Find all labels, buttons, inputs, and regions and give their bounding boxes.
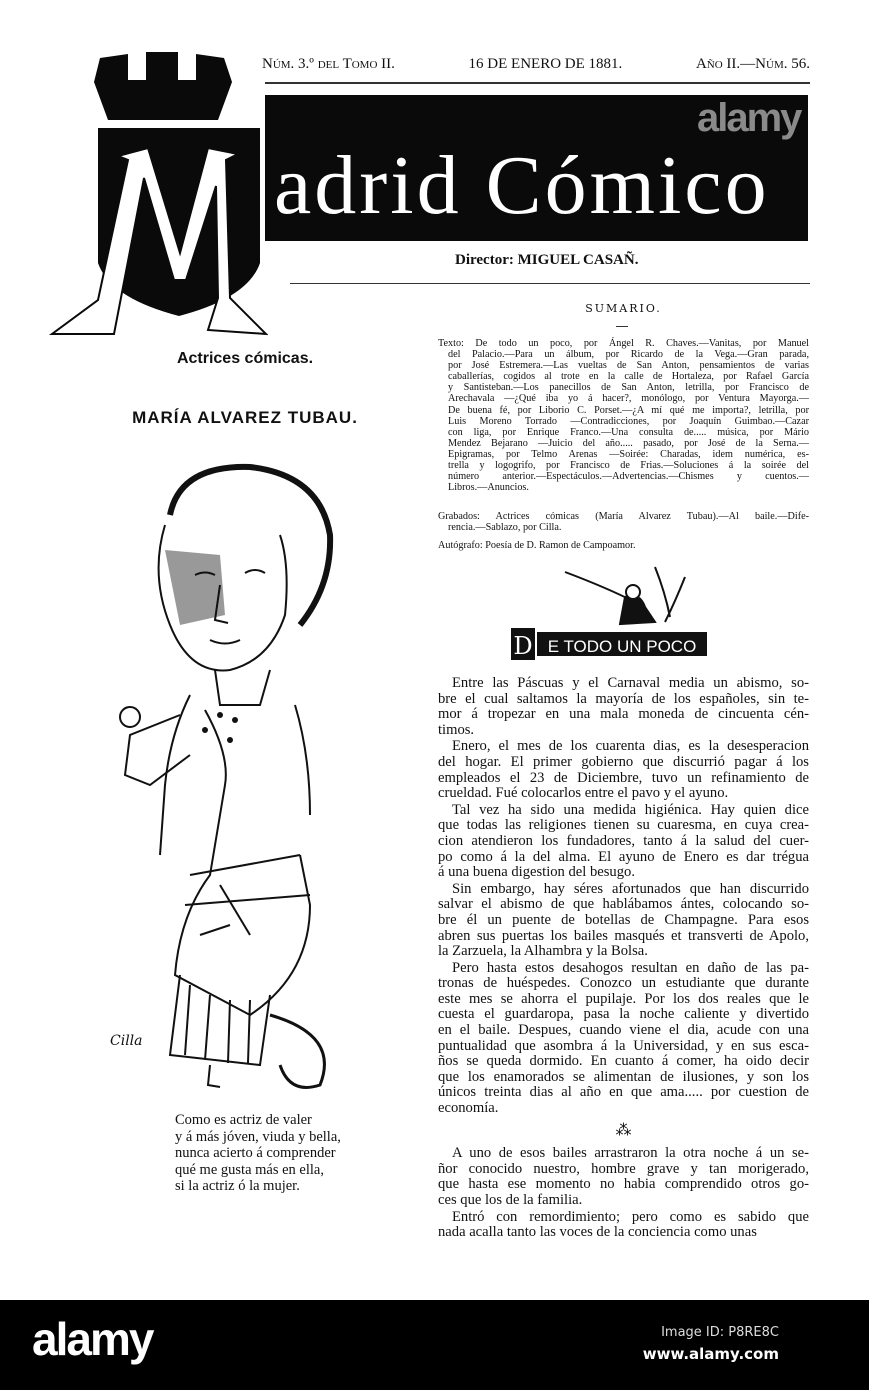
newspaper-title: adrid Cómico — [274, 139, 770, 232]
paragraph — [438, 676, 809, 738]
text-line: únicos treinta dias al año en que ama..... por cuestion de — [438, 1084, 809, 1101]
actress-name: MARÍA ALVAREZ TUBAU. — [132, 408, 358, 427]
text-line: Sin embargo, hay séres afortunados que han discurrido — [452, 880, 809, 897]
text-line: bre el cual saltamos la mayoría de los españoles, sin te- — [438, 690, 809, 707]
svg-text:D: D — [513, 632, 533, 660]
caption-verse — [175, 1112, 341, 1195]
text-line: Libros.—Anuncios. — [448, 482, 529, 494]
text-line: caballerías, cogidos al trote en la calle de Hortaleza, por Rafael García — [448, 371, 809, 383]
verse-line: si la actriz ó la mujer. — [175, 1178, 300, 1194]
sumario-title: SUMARIO. — [585, 302, 662, 315]
text-line: que todas las religiones tienen su cuaresma, en cuya crea- — [438, 817, 809, 834]
issue-volume: Núm. 3.º del Tomo II. — [262, 56, 395, 72]
text-line: cuesta el guardaropa, pasa la noche caliente y divertido — [438, 1006, 809, 1023]
section-subtitle: Actrices cómicas. — [176, 350, 314, 367]
text-line: Texto: De todo un poco, por Ángel R. Chaves.—Vanitas, por Manuel — [438, 338, 809, 349]
autografo-line: Autógrafo: Poesía de D. Ramon de Campoamor. — [438, 540, 636, 551]
text-line: Mendez Bejarano —Juicio del año..... pasado, por José de la Serna.— — [448, 437, 809, 449]
verse-line: Como es actriz de valer — [175, 1112, 312, 1128]
paragraph — [438, 1146, 809, 1208]
text-line: del hogar. El primer gobierno que discurrió pagar á los — [438, 753, 809, 770]
text-line: Enero, el mes de los cuarenta dias, es la desesperacion — [452, 738, 809, 755]
verse-line: qué me gusta más en ella, — [175, 1161, 324, 1178]
text-line: De buena fé, por Liborio C. Porset.—¿A mí qué me importa?, letrilla, por — [448, 404, 809, 416]
text-line: timos. — [438, 721, 475, 738]
text-line: que los enamorados se alimentan de ilusiones, y son los — [438, 1068, 809, 1085]
article-heading: E TODO UN POCO — [547, 637, 697, 656]
text-line: la Zarzuela, la Alhambra y la Bolsa. — [438, 943, 648, 960]
text-line: empleados el 23 de Diciembre, tuvo un refinamiento de — [438, 769, 809, 786]
text-line: abren sus puertas los bailes masqués et transverti de Apolo, — [438, 927, 809, 944]
watermark-logo: alamy — [697, 96, 801, 140]
text-line: tronas de huéspedes. Conozco un estudiante que durante — [438, 975, 809, 992]
text-line: Epigramas, por Telmo Arenas —Soirée: Charadas, idem numérica, es- — [448, 448, 809, 460]
text-line: mor á tropezar en una mala moneda de cincuenta cén- — [438, 706, 809, 723]
text-line: con liga, por Enrique Franco.—Una consulta de..... música, por Mário — [448, 426, 809, 438]
asterism: ⁂ — [615, 1121, 632, 1139]
text-line: á una buena digestion del besugo. — [438, 864, 635, 881]
text-line: ces que los de la familia. — [438, 1192, 583, 1208]
text-line: en el baile. Despues, cuando viene el dia, acude con una — [438, 1022, 809, 1039]
sumario-grabados — [438, 511, 809, 533]
text-line: que hasta ese momento no habia comprendido otros go- — [438, 1176, 809, 1193]
crest-logo-m — [48, 48, 268, 338]
text-line: bre él un puente de botellas de Champagne. Para esos — [438, 911, 809, 928]
masthead-rule — [290, 283, 810, 284]
text-line: Pero hasta estos desahogos resultan en daño de las pa- — [452, 959, 809, 976]
text-line: este mes se ahorra el pupilaje. Por los dos reales que le — [438, 990, 809, 1007]
crown-icon — [94, 52, 232, 120]
issue-date: 16 DE ENERO DE 1881. — [468, 56, 623, 72]
image-id: Image ID: P8RE8C — [661, 1325, 779, 1340]
text-line: ñor conocido nuestro, hombre grave y tan morigerado, — [438, 1160, 809, 1177]
sumario-rule — [616, 326, 628, 327]
paragraph — [438, 739, 809, 801]
text-line: Tal vez ha sido una medida higiénica. Hay quien dice — [452, 801, 809, 818]
text-line: Entró con remordimiento; pero como es sabido que — [452, 1208, 809, 1225]
text-line: trella y logogrifo, por Francisco de Frias.—Soluciones á la soirée del — [448, 460, 809, 472]
text-line: rencia.—Sablazo, por Cilla. — [448, 522, 562, 534]
article-body — [438, 676, 809, 1242]
watermark-url: www.alamy.com — [642, 1345, 779, 1363]
text-line: ños se queda dormido. En cuanto á comer, ha oido decir — [438, 1053, 809, 1070]
paragraph — [438, 961, 809, 1117]
paragraph — [438, 803, 809, 881]
verse-line: y á más jóven, viuda y bella, — [175, 1128, 341, 1145]
text-line: salvar el abismo de que hablábamos ántes, colocando so- — [438, 896, 809, 913]
issue-number: Año II.—Núm. 56. — [695, 56, 810, 72]
issue-header — [262, 56, 810, 73]
text-line: crueldad. Fué colocarlos entre el pavo y el ayuno. — [438, 785, 729, 802]
text-line: Grabados: Actrices cómicas (María Alvarez Tubau).—Al baile.—Dife- — [438, 511, 809, 522]
director-line: Director: MIGUEL CASAÑ. — [455, 252, 639, 268]
article-heading-illustration — [505, 562, 715, 662]
text-line: Luis Moreno Torrado —Contradicciones, por Joaquín Guimbao.—Cazar — [448, 415, 809, 427]
text-line: nada acalla tanto las voces de la conciencia como unas — [438, 1224, 757, 1241]
text-line: y Santisteban.—Los panecillos de San Anton, letrilla, por Francisco de — [448, 382, 809, 394]
text-line: del Palacio.—Para un álbum, por Ricardo de la Vega.—Gran parada, — [448, 349, 809, 361]
text-line: A uno de esos bailes arrastraron la otra noche á un se- — [452, 1145, 809, 1162]
sumario-autografo — [438, 540, 809, 551]
sumario-texto — [438, 338, 809, 493]
text-line: cion atendieron los fundadores, tanto á la salud del cuer- — [438, 832, 809, 849]
text-line: Entre las Páscuas y el Carnaval media un abismo, so- — [452, 675, 809, 691]
header-rule — [265, 82, 810, 84]
text-line: Arechavala —¿Qué iba yo á hacer?, monólogo, por Ventura Mayorga.— — [448, 393, 809, 405]
alamy-logo: alamy — [32, 1313, 153, 1365]
verse-line: nunca acierto á comprender — [175, 1145, 336, 1161]
paragraph — [438, 882, 809, 960]
artist-signature: Cilla — [110, 1033, 143, 1049]
caricature-illustration — [110, 455, 350, 1095]
paragraph — [438, 1210, 809, 1241]
text-line: po como á la del alma. El ayuno de Enero es dar trégua — [438, 848, 809, 865]
text-line: economía. — [438, 1100, 499, 1117]
text-line: puntualidad que asombra á la Universidad, y en sus esca- — [438, 1037, 809, 1054]
text-line: número anterior.—Espectáculos.—Advertencias.—Chismes y cuentos.— — [448, 471, 809, 483]
text-line: por José Estremera.—Las vueltas de San Anton, pensamientos de varias — [448, 360, 809, 372]
